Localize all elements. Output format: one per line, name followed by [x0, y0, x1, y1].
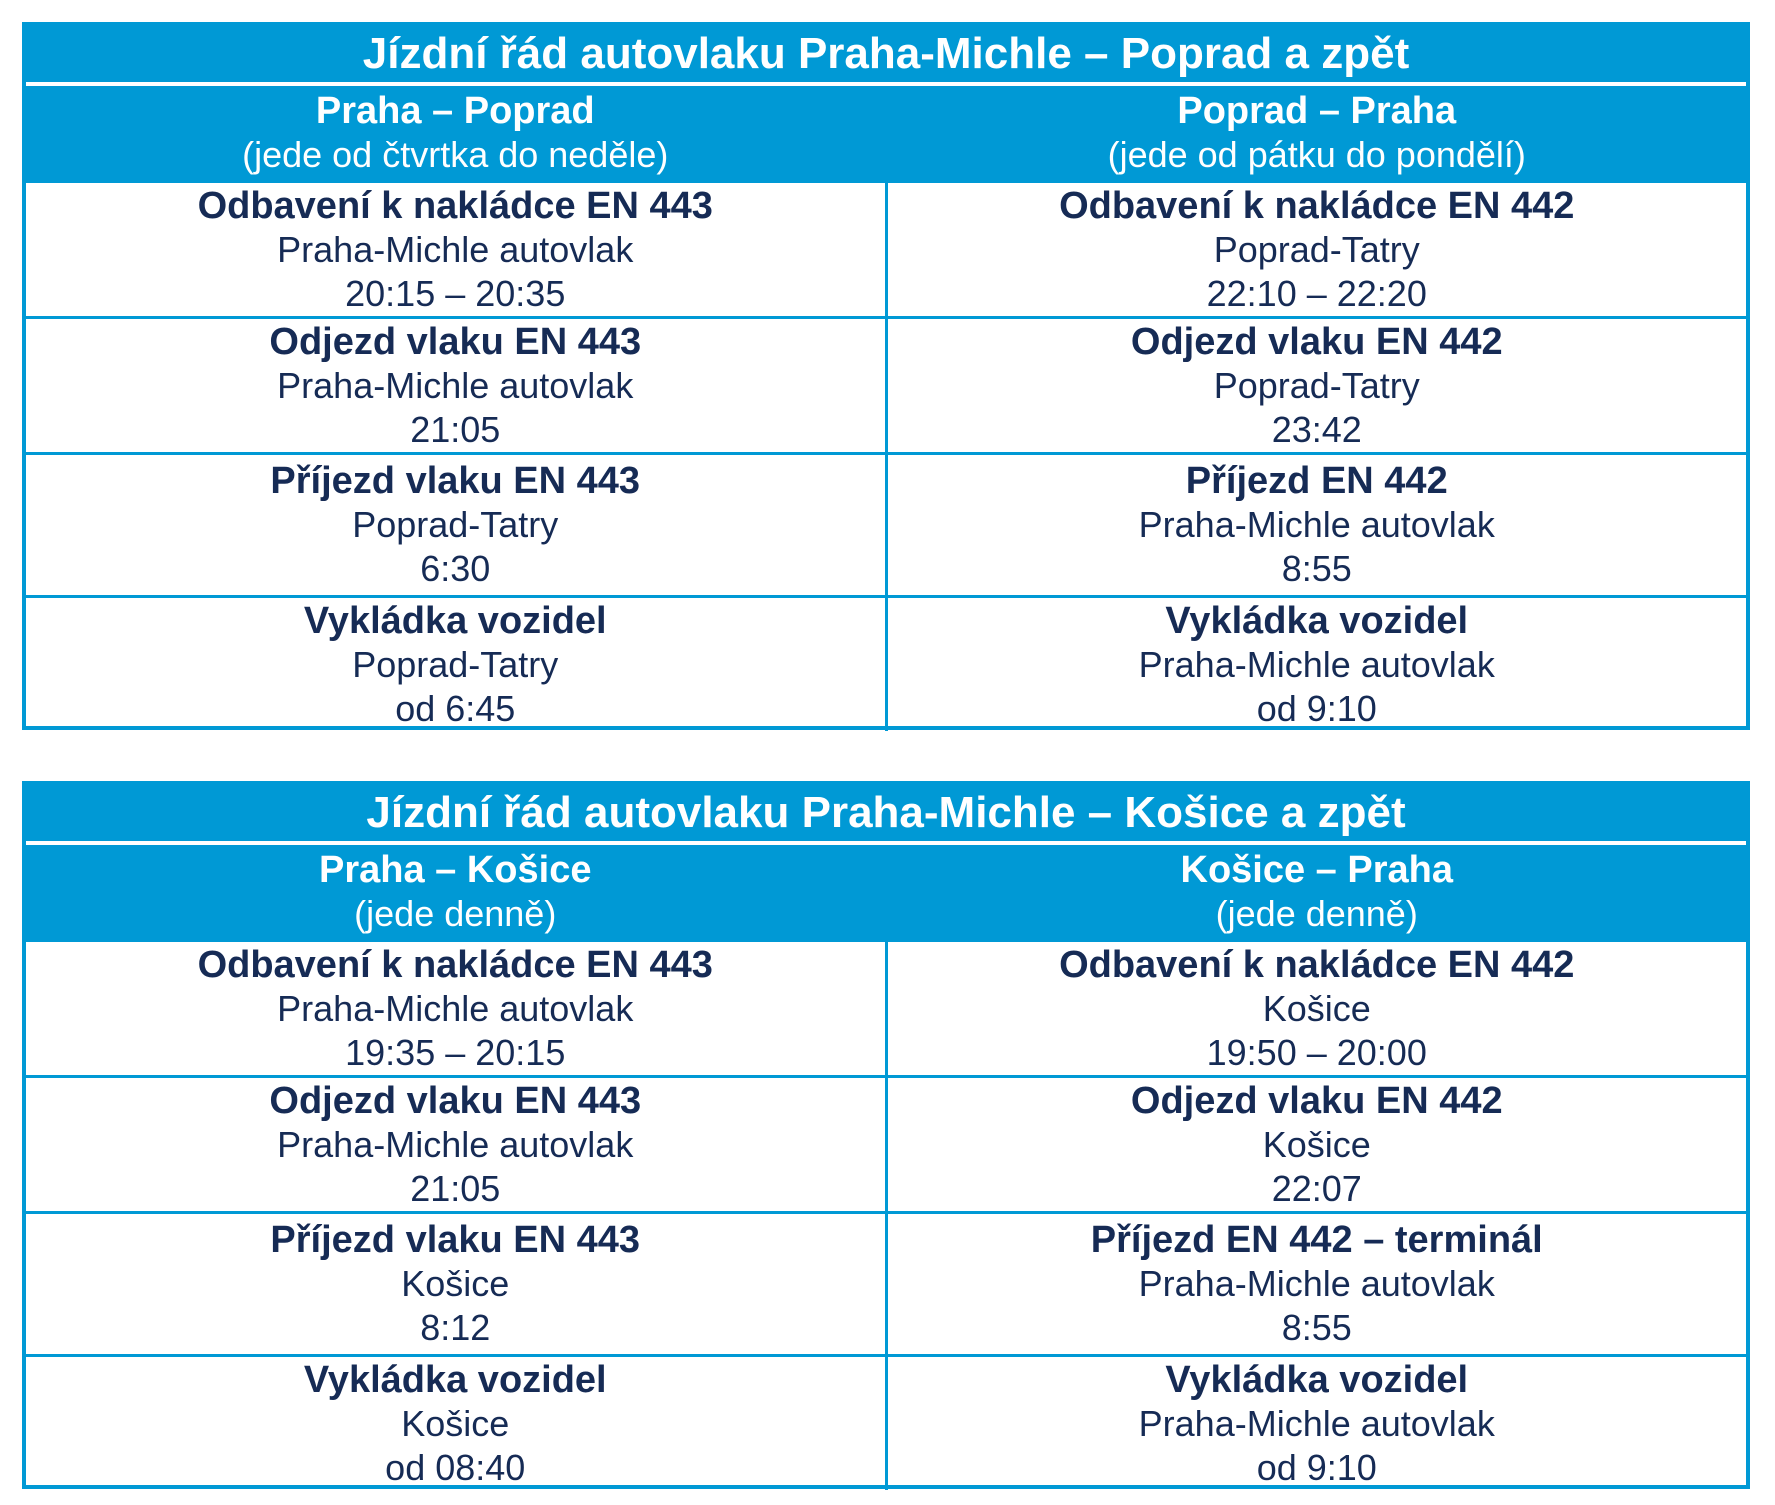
direction-route: Praha – Poprad: [315, 90, 595, 132]
schedule-cell: [26, 318, 886, 454]
schedule-cell: [26, 1213, 886, 1356]
event-place: Košice: [401, 1263, 510, 1304]
event-place: Košice: [401, 1402, 510, 1444]
event-label: Příjezd EN 442: [1185, 460, 1448, 502]
event-label: Odjezd vlaku EN 443: [269, 320, 642, 363]
event-label: Vykládka vozidel: [1165, 1358, 1469, 1401]
event-label: Odbavení k nakládce EN 442: [1059, 943, 1575, 986]
table-row: [26, 454, 1746, 597]
event-label: Odbavení k nakládce EN 442: [1059, 184, 1575, 227]
direction-route: Praha – Košice: [319, 849, 592, 891]
event-time: od 9:10: [1256, 1446, 1377, 1488]
direction-header-return: [886, 86, 1746, 182]
schedule-table-kosice: [22, 781, 1750, 1489]
event-place: Praha-Michle autovlak: [1138, 504, 1495, 545]
event-time: 6:30: [420, 548, 491, 589]
table-row: [26, 1077, 1746, 1213]
schedule-cell: [886, 597, 1746, 732]
schedule-cell: [26, 182, 886, 318]
schedule-cell: [886, 1077, 1746, 1213]
event-time: 8:12: [420, 1307, 491, 1348]
event-place: Praha-Michle autovlak: [1138, 643, 1495, 685]
event-place: Košice: [1262, 1123, 1371, 1165]
table-row: [26, 1356, 1746, 1491]
event-time: 20:15 – 20:35: [345, 272, 566, 314]
event-time: 19:50 – 20:00: [1206, 1031, 1427, 1073]
schedule-grid: [26, 86, 1746, 731]
event-time: 19:35 – 20:15: [345, 1031, 566, 1073]
event-time: 21:05: [410, 408, 501, 450]
schedule-cell: [886, 1356, 1746, 1491]
direction-route: Poprad – Praha: [1177, 90, 1457, 132]
event-label: Odbavení k nakládce EN 443: [197, 943, 713, 986]
schedule-cell: [886, 454, 1746, 597]
schedule-cell: [26, 941, 886, 1077]
table-row: [26, 182, 1746, 318]
event-time: 23:42: [1271, 408, 1362, 450]
schedule-title: Jízdní řád autovlaku Praha-Michle – Košice a zpět: [26, 785, 1746, 845]
direction-header-outbound: [26, 86, 886, 182]
event-place: Poprad-Tatry: [1213, 364, 1420, 406]
event-time: od 08:40: [385, 1446, 526, 1488]
event-place: Praha-Michle autovlak: [277, 364, 634, 406]
event-place: Praha-Michle autovlak: [277, 1123, 634, 1165]
event-label: Vykládka vozidel: [303, 599, 607, 642]
event-label: Příjezd EN 442 – terminál: [1090, 1219, 1543, 1261]
event-time: 8:55: [1281, 548, 1352, 589]
direction-days: (jede denně): [1215, 893, 1418, 934]
event-time: 21:05: [410, 1167, 501, 1209]
event-label: Odjezd vlaku EN 442: [1130, 1079, 1503, 1122]
event-place: Poprad-Tatry: [1213, 228, 1420, 270]
table-row: [26, 597, 1746, 732]
event-place: Poprad-Tatry: [352, 643, 559, 685]
event-time: od 6:45: [395, 687, 516, 729]
schedule-title: Jízdní řád autovlaku Praha-Michle – Poprad a zpět: [26, 26, 1746, 86]
event-place: Košice: [1262, 987, 1371, 1029]
event-place: Praha-Michle autovlak: [1138, 1263, 1495, 1304]
direction-header-outbound: [26, 845, 886, 941]
event-place: Praha-Michle autovlak: [277, 987, 634, 1029]
table-row: [26, 1213, 1746, 1356]
event-label: Vykládka vozidel: [303, 1358, 607, 1401]
event-label: Odjezd vlaku EN 443: [269, 1079, 642, 1122]
event-label: Vykládka vozidel: [1165, 599, 1469, 642]
schedule-cell: [886, 182, 1746, 318]
direction-days: (jede denně): [354, 893, 557, 934]
schedule-cell: [26, 1077, 886, 1213]
schedule-cell: [26, 1356, 886, 1491]
direction-header-return: [886, 845, 1746, 941]
schedule-cell: [26, 454, 886, 597]
schedule-cell: [886, 941, 1746, 1077]
event-time: 8:55: [1281, 1307, 1352, 1348]
schedule-cell: [886, 1213, 1746, 1356]
direction-route: Košice – Praha: [1180, 849, 1453, 891]
event-label: Odbavení k nakládce EN 443: [197, 184, 713, 227]
event-label: Příjezd vlaku EN 443: [270, 460, 641, 502]
schedule-grid: [26, 845, 1746, 1490]
event-place: Poprad-Tatry: [352, 504, 559, 545]
schedule-table-poprad: [22, 22, 1750, 730]
table-row: [26, 318, 1746, 454]
event-place: Praha-Michle autovlak: [1138, 1402, 1495, 1444]
event-time: od 9:10: [1256, 687, 1377, 729]
event-place: Praha-Michle autovlak: [277, 228, 634, 270]
schedule-cell: [26, 597, 886, 732]
table-row: [26, 941, 1746, 1077]
direction-days: (jede od čtvrtka do neděle): [242, 134, 669, 175]
event-time: 22:10 – 22:20: [1206, 272, 1427, 314]
event-label: Odjezd vlaku EN 442: [1130, 320, 1503, 363]
direction-days: (jede od pátku do pondělí): [1107, 134, 1526, 175]
schedule-cell: [886, 318, 1746, 454]
event-time: 22:07: [1271, 1167, 1362, 1209]
event-label: Příjezd vlaku EN 443: [270, 1219, 641, 1261]
